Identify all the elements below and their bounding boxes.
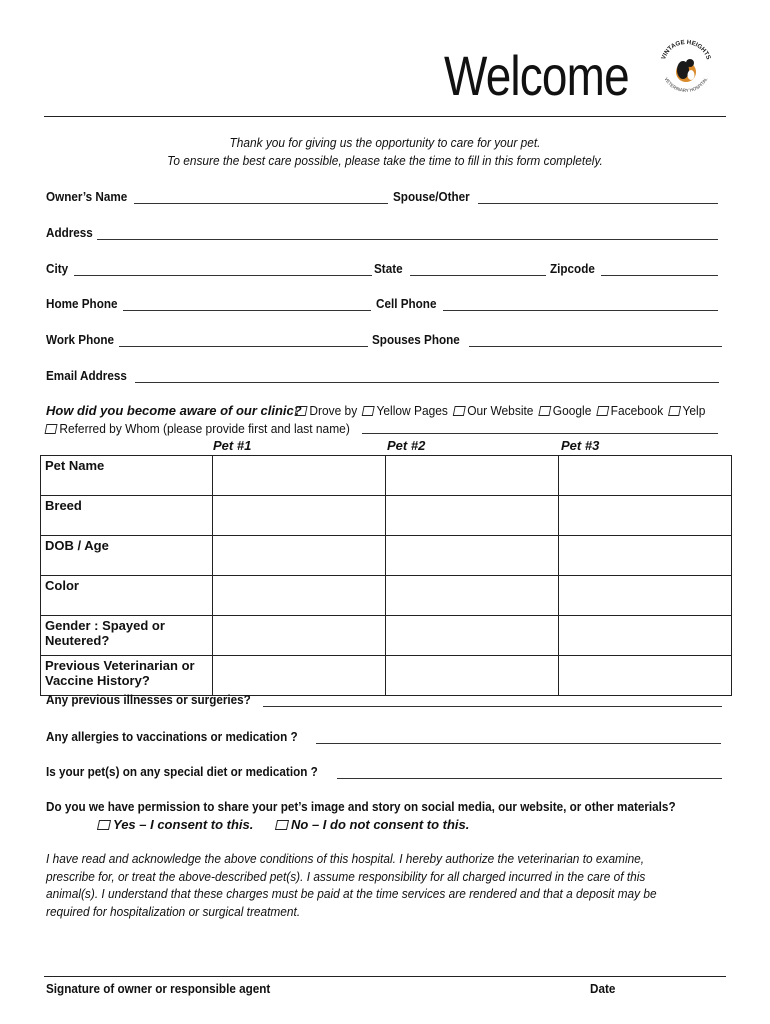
- illnesses-field[interactable]: [263, 706, 722, 707]
- pet-2-gender-cell[interactable]: [386, 616, 559, 656]
- referred-by-row: [40, 421, 350, 436]
- allergies-field[interactable]: [316, 743, 721, 744]
- pet-1-history-cell[interactable]: [213, 656, 386, 696]
- allergies-label: Any allergies to vaccinations or medication ?: [46, 729, 298, 744]
- checkbox-consent-yes[interactable]: [97, 820, 111, 830]
- spouse-other-field[interactable]: [478, 203, 718, 204]
- date-label: Date: [590, 981, 616, 996]
- row-label-color: Color: [41, 576, 213, 616]
- table-row: [41, 616, 732, 656]
- signature-line[interactable]: [44, 976, 726, 977]
- pet-2-history-cell[interactable]: [386, 656, 559, 696]
- illnesses-label: Any previous illnesses or surgeries?: [46, 692, 251, 707]
- pet-2-dob-cell[interactable]: [386, 536, 559, 576]
- state-label: State: [374, 261, 403, 276]
- pet-3-gender-cell[interactable]: [559, 616, 732, 656]
- table-row: [41, 456, 732, 496]
- zipcode-field[interactable]: [601, 275, 718, 276]
- table-row: [41, 656, 732, 696]
- pet-2-color-cell[interactable]: [386, 576, 559, 616]
- referred-by-label: Referred by Whom (please provide first and last name): [59, 421, 350, 436]
- row-label-breed: Breed: [41, 496, 213, 536]
- pet-3-color-cell[interactable]: [559, 576, 732, 616]
- state-field[interactable]: [410, 275, 546, 276]
- pet-1-header: Pet #1: [213, 438, 252, 453]
- logo-bottom-text: VETERINARY HOSPITAL: [663, 76, 709, 94]
- checkbox-facebook[interactable]: [596, 406, 609, 416]
- checkbox-yellow-pages[interactable]: [362, 406, 375, 416]
- acknowledgement-text: I have read and acknowledge the above conditions of this hospital. I hereby authorize the veterinarian to examine, prescribe for, or treat the above-described pet(s). I assume responsibility for all charged incurred in the care of this animal(s). I understand that these charges must be paid at the time services are rendered and that a deposit may be required for hospitalization or surgical treatment.: [46, 852, 657, 919]
- referral-question: How did you become aware of our clinic?: [46, 403, 302, 418]
- address-label: Address: [46, 225, 93, 240]
- hospital-logo: [654, 34, 718, 98]
- intro-line-1: Thank you for giving us the opportunity to care for your pet.: [229, 136, 541, 150]
- owners-name-label: Owner’s Name: [46, 189, 128, 204]
- checkbox-referred-by[interactable]: [45, 424, 58, 434]
- spouses-phone-field[interactable]: [469, 346, 722, 347]
- referred-by-field[interactable]: [362, 433, 718, 434]
- permission-question: Do you we have permission to share your pet’s image and story on social media, our website, or other materials?: [46, 799, 676, 814]
- consent-options: [92, 817, 253, 832]
- pet-3-history-cell[interactable]: [559, 656, 732, 696]
- pet-3-breed-cell[interactable]: [559, 496, 732, 536]
- checkbox-yelp[interactable]: [668, 406, 681, 416]
- address-field[interactable]: [97, 239, 718, 240]
- pet-3-name-cell[interactable]: [559, 456, 732, 496]
- checkbox-google[interactable]: [538, 406, 551, 416]
- option-drove-by: Drove by: [309, 403, 358, 418]
- option-yelp: Yelp: [682, 403, 706, 418]
- svg-text:VINTAGE HEIGHTS: [660, 39, 712, 61]
- consent-no-option: [270, 817, 469, 832]
- pet-1-dob-cell[interactable]: [213, 536, 386, 576]
- diet-field[interactable]: [337, 778, 722, 779]
- owners-name-field[interactable]: [134, 203, 388, 204]
- logo-top-text: VINTAGE HEIGHTS: [660, 38, 712, 61]
- row-label-pet-name: Pet Name: [41, 456, 213, 496]
- option-yellow-pages: Yellow Pages: [376, 403, 448, 418]
- pet-1-color-cell[interactable]: [213, 576, 386, 616]
- table-row: [41, 576, 732, 616]
- option-google: Google: [552, 403, 592, 418]
- referral-row: [46, 403, 302, 418]
- referral-options: [290, 403, 705, 418]
- city-field[interactable]: [74, 275, 372, 276]
- pets-table: [40, 455, 732, 696]
- checkbox-our-website[interactable]: [452, 406, 465, 416]
- home-phone-field[interactable]: [123, 310, 371, 311]
- checkbox-consent-no[interactable]: [275, 820, 289, 830]
- consent-no-label: No – I do not consent to this.: [291, 817, 470, 832]
- page-title: Welcome: [444, 44, 629, 107]
- home-phone-label: Home Phone: [46, 296, 118, 311]
- zipcode-label: Zipcode: [550, 261, 595, 276]
- pet-3-dob-cell[interactable]: [559, 536, 732, 576]
- pet-3-header: Pet #3: [561, 438, 600, 453]
- intro-line-2: To ensure the best care possible, please take the time to fill in this form completely.: [167, 154, 603, 168]
- row-label-vet-history: Previous Veterinarian or Vaccine History?: [41, 656, 213, 696]
- city-label: City: [46, 261, 69, 276]
- pet-2-header: Pet #2: [387, 438, 426, 453]
- work-phone-label: Work Phone: [46, 332, 115, 347]
- table-row: [41, 536, 732, 576]
- email-field[interactable]: [135, 382, 719, 383]
- consent-yes-label: Yes – I consent to this.: [113, 817, 254, 832]
- cell-phone-label: Cell Phone: [376, 296, 437, 311]
- pet-1-gender-cell[interactable]: [213, 616, 386, 656]
- work-phone-field[interactable]: [119, 346, 368, 347]
- header-rule: [44, 116, 726, 117]
- email-label: Email Address: [46, 368, 127, 383]
- row-label-dob-age: DOB / Age: [41, 536, 213, 576]
- spouse-other-label: Spouse/Other: [393, 189, 470, 204]
- checkbox-drove-by[interactable]: [295, 406, 308, 416]
- signature-label: Signature of owner or responsible agent: [46, 981, 271, 996]
- pet-1-breed-cell[interactable]: [213, 496, 386, 536]
- option-facebook: Facebook: [610, 403, 664, 418]
- row-label-gender: Gender : Spayed or Neutered?: [41, 616, 213, 656]
- diet-label: Is your pet(s) on any special diet or medication ?: [46, 764, 318, 779]
- cell-phone-field[interactable]: [443, 310, 718, 311]
- table-row: [41, 496, 732, 536]
- pet-2-breed-cell[interactable]: [386, 496, 559, 536]
- pet-1-name-cell[interactable]: [213, 456, 386, 496]
- spouses-phone-label: Spouses Phone: [372, 332, 460, 347]
- option-our-website: Our Website: [467, 403, 534, 418]
- pet-2-name-cell[interactable]: [386, 456, 559, 496]
